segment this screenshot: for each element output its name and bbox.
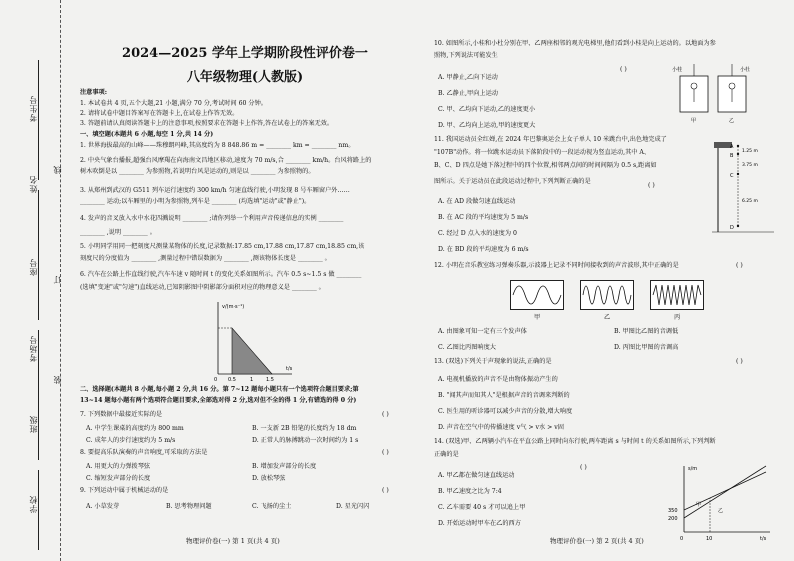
q14-line: 14. (双选)甲、乙两辆小汽车在平直公路上同时向东行驶,两车距离 s 与时间 t 的关系如图所示,下列判断 <box>434 438 716 445</box>
q11-dist-2: 3.75 m <box>742 163 758 168</box>
label-class: 班级 <box>29 415 38 433</box>
q13-option-d: D. 声音在空气中的传播速度 v气 > v水 > v固 <box>438 424 564 431</box>
q11-point-c <box>737 173 739 175</box>
q10-label-left: 小桂 <box>672 67 683 73</box>
q6-tick: 1 <box>250 377 254 382</box>
q8-option-c: C. 缩短发声部分的长度 <box>86 475 151 482</box>
q11-option-a: A. 在 AD 段做匀速直线运动 <box>438 198 516 205</box>
q10-stem: 10. 如图所示,小桂和小杜分别在甲、乙两座相邻的观光电梯里,他们看到小桂是向上运动的。以地面为参 <box>434 40 716 47</box>
q7-answer-paren: ( ) <box>382 411 389 418</box>
q4-line: 4. 发声的音叉放入水中水花四溅说明 ________ ;请你列举一个利用声音传递信息的实例 ________ <box>80 215 344 222</box>
q12-option-a: A. 由图象可知一定有三个发声体 <box>438 328 527 335</box>
q13-stem: 13. (双选)下列关于声现象的说法,正确的是 <box>434 358 552 365</box>
q8-stem: 8. 要提高乐队演奏的声音响度,可采取的方法是 <box>80 449 208 456</box>
q8-option-d: D. 放松琴弦 <box>252 475 286 482</box>
q3-line: ________ 运动;以车厢里的小明为参照物,列车是 ________ (均选填"运动"或"静止")。 <box>80 198 311 205</box>
q14-answer-paren: ( ) <box>580 464 587 471</box>
footer-page2: 物理评价卷(一) 第 2 页(共 4 页) <box>550 537 644 545</box>
q13-option-b: B. "闻其声而知其人"是根据声音的音调来判断的 <box>438 392 570 399</box>
notice-item: 1. 本试卷共 4 页,五个大题,21 小题,满分 70 分,考试时间 60 分钟。 <box>80 100 267 107</box>
q14-y-tick: 200 <box>668 516 678 522</box>
section2-heading: 二、选择题(本题共 8 小题,每小题 2 分,共 16 分。第 7~12 题每小题只有一个选项符合题目要求;第 <box>80 386 359 393</box>
q3-line: 3. 从郑州到武汉的 G511 列车运行速度约 300 km/h 匀速直线行驶,小明发现 8 号车厢窗户外…… <box>80 187 350 194</box>
q11-point-b <box>737 153 739 155</box>
q12-waveform-yi <box>580 280 634 310</box>
q11-label-c: C <box>730 173 734 179</box>
exam-subtitle: 八年级物理(人教版) <box>186 70 304 85</box>
q12-answer-paren: ( ) <box>736 262 743 269</box>
q14-option-c: C. 乙车需要 40 s 才可以追上甲 <box>438 504 526 511</box>
label-candidate-no: 考生号 <box>29 95 38 122</box>
q5-line: 5. 小明同学用同一把刻度尺测量某物体的长度,记录数据:17.85 cm,17.88 cm,17.87 cm,18.85 cm,该 <box>80 243 365 250</box>
mark-zhuang: 装 <box>53 375 62 384</box>
q13-option-a: A. 电视机播放的声音不是由物体振动产生的 <box>438 376 558 383</box>
section1-heading: 一、填空题(本题共 6 小题,每空 1 分,共 14 分) <box>80 131 214 138</box>
q14-x-tick: 10 <box>706 536 713 542</box>
notice-item: 2. 请将试卷中题目答案写在答题卡上,在试卷上作答无效。 <box>80 110 239 117</box>
q1-line: 1. 世界海拔最高的山峰——珠穆朗玛峰,其高度约为 8 848.86 m = ________ km = ________ nm。 <box>80 142 355 149</box>
exam-title: 2024—2025 学年上学期阶段性评价卷一 <box>122 46 368 61</box>
q14-xlabel: t/s <box>760 536 767 542</box>
q14-label-yi: 乙 <box>718 508 724 514</box>
q5-line: 刻度尺的分度值为 ________ ,测量过程中错误数据为 ________ ,测该物体长度是 ________ 。 <box>80 255 331 262</box>
q11-line: B、C、D 四点是她下落过程中的四个位置,相邻两点间的时间间隔为 0.5 s,距离如 <box>434 162 657 169</box>
q12-label-yi: 乙 <box>604 314 611 321</box>
q11-line: "107B"动作。将一位跳水运动员下落阶段中的一段运动视为竖直运动,其中 A、 <box>434 149 651 156</box>
right-column <box>430 0 790 561</box>
q10-option-a: A. 甲静止,乙向下运动 <box>438 74 498 81</box>
binding-margin <box>0 0 61 561</box>
q2-line: 树木吹倒是以 ________ 为参照物,若说明台风是运动的,则是以 ________ 为参照物的。 <box>80 168 315 175</box>
q7-option-b: B. 一支新 2B 铅笔的长度约为 18 dm <box>252 425 357 432</box>
q10-answer-paren: ( ) <box>620 66 627 73</box>
q6-vt-graph <box>206 298 296 382</box>
label-school: 学校 <box>29 495 38 513</box>
q10-option-d: D. 甲、乙均向上运动,甲的速度更大 <box>438 122 536 129</box>
q13-answer-paren: ( ) <box>736 358 743 365</box>
q14-option-d: D. 开始运动时甲车在乙的西方 <box>438 520 521 527</box>
q11-answer-paren: ( ) <box>648 182 655 189</box>
q8-option-a: A. 用更大的力弹拨琴弦 <box>86 463 151 470</box>
q11-label-a: A <box>730 144 734 150</box>
q11-line: 图所示。关于运动员在此段运动过程中,下列判断正确的是 <box>434 178 591 185</box>
label-seat: 座号 <box>29 258 38 276</box>
q14-option-b: B. 甲乙速度之比为 7:4 <box>438 488 502 495</box>
q9-option-a: A. 小草发芽 <box>86 503 120 510</box>
q6-tick: 0 <box>214 377 218 382</box>
q9-option-d: D. 星光闪闪 <box>336 503 370 510</box>
q10-option-c: C. 甲、乙均向下运动,乙的速度更小 <box>438 106 536 113</box>
q10-label-yi: 乙 <box>729 118 735 124</box>
q6-tick: 0.5 <box>228 377 236 382</box>
q10-elevator-figure <box>668 62 758 126</box>
q11-option-b: B. 在 AC 段的平均速度为 5 m/s <box>438 214 529 221</box>
q12-label-bing: 丙 <box>674 314 681 321</box>
q10-option-b: B. 乙静止,甲向上运动 <box>438 90 498 97</box>
q6-line: 6. 汽车在公路上作直线行驶,汽车车速 v 随时间 t 的变化关系如图所示。汽车 0.5 s~1.5 s 做 ________ <box>80 271 362 278</box>
left-column <box>66 0 424 561</box>
label-name: 姓名 <box>29 175 38 193</box>
label-room: 考场号 <box>29 335 38 362</box>
q11-dist-1: 1.25 m <box>742 149 758 154</box>
q10-label-jia: 甲 <box>691 118 697 124</box>
q9-stem: 9. 下列运动中属于机械运动的是 <box>80 487 169 494</box>
q12-option-b: B. 甲图比乙图的音调低 <box>614 328 679 335</box>
q12-option-d: D. 丙图比甲图的音调高 <box>614 344 679 351</box>
mark-xian: 线 <box>53 165 62 174</box>
q10-stem: 照物,下列说法可能发生 <box>434 52 498 59</box>
q4-line: ________ ,说明 ________ 。 <box>80 229 156 236</box>
q14-ylabel: s/m <box>688 466 698 472</box>
q6-tick: 1.5 <box>266 377 274 382</box>
q9-option-c: C. 飞扬的尘土 <box>252 503 292 510</box>
q14-st-graph <box>666 462 774 542</box>
notice-item: 3. 答题前请认真阅读答题卡上的注意事项,按照要求在答题卡上作答,答在试卷上的答案无效。 <box>80 120 334 127</box>
q14-y-tick: 350 <box>668 508 678 514</box>
q6-xlabel: t/s <box>286 366 293 372</box>
q7-stem: 7. 下列数据中最接近实际的是 <box>80 411 163 418</box>
q11-diving-figure <box>710 136 776 236</box>
q9-answer-paren: ( ) <box>382 487 389 494</box>
binding-line <box>38 190 39 320</box>
q12-option-c: C. 乙图比丙图响度大 <box>438 344 496 351</box>
q2-line: 2. 中央气象台播报,超强台风摩羯在向海南文昌地区移动,速度为 70 m/s,合 ________ km/h。台风将路上的 <box>80 157 372 164</box>
footer-page1: 物理评价卷(一) 第 1 页(共 4 页) <box>186 537 280 545</box>
q6-line: (选填"变速"或"匀速")直线运动,已知阴影图中阴影部分面积对应的物理意义是 ________ 。 <box>80 284 325 291</box>
q14-x-tick: 0 <box>680 536 684 542</box>
q8-option-b: B. 增加发声部分的长度 <box>252 463 317 470</box>
q11-label-d: D <box>730 225 734 231</box>
q12-waveform-jia <box>510 280 564 310</box>
q7-option-d: D. 正常人的脉搏跳动一次时间约为 1 s <box>252 437 359 444</box>
q14-label-jia: 甲 <box>696 502 702 508</box>
q10-label-right: 小杜 <box>740 67 751 73</box>
q12-waveform-bing <box>650 280 704 310</box>
q11-point-d <box>737 225 739 227</box>
q11-label-b: B <box>730 153 734 159</box>
section2-heading: 13~14 题每小题有两个选项符合题目要求,全部选对得 2 分,选对但不全的得 1 分,有错选的得 0 分) <box>80 397 357 404</box>
q11-line: 11. 我国运动员全红婵,在 2024 年巴黎奥运会上女子单人 10 米跳台中,出色地完成了 <box>434 136 667 143</box>
q11-dist-3: 6.25 m <box>742 199 758 204</box>
q14-option-a: A. 甲乙都在做匀速直线运动 <box>438 472 515 479</box>
q7-option-c: C. 成年人的步行速度约为 5 m/s <box>86 437 176 444</box>
q12-stem: 12. 小明在音乐教室练习弹奏乐器,示波器上记录不同时间接收到的声音波形,其中正确的是 <box>434 262 679 269</box>
q11-option-c: C. 经过 D 点入水的速度为 0 <box>438 230 517 237</box>
q14-line-yi <box>684 466 766 518</box>
q11-option-d: D. 在 BD 段的平均速度为 6 m/s <box>438 246 529 253</box>
q6-shaded-area <box>232 328 272 374</box>
q6-ylabel: v/(m·s⁻¹) <box>222 304 245 310</box>
mark-ding: 订 <box>53 275 62 284</box>
q13-option-c: C. 医生用的听诊器可以减少声音的分散,增大响度 <box>438 408 573 415</box>
q11-point-a <box>737 145 739 147</box>
q7-option-a: A. 中学生课桌的高度约为 800 mm <box>86 425 184 432</box>
notice-heading: 注意事项: <box>80 89 108 96</box>
q8-answer-paren: ( ) <box>382 449 389 456</box>
q14-line: 正确的是 <box>434 451 459 458</box>
q12-label-jia: 甲 <box>534 314 541 321</box>
q9-option-b: B. 思考物理问题 <box>166 503 212 510</box>
